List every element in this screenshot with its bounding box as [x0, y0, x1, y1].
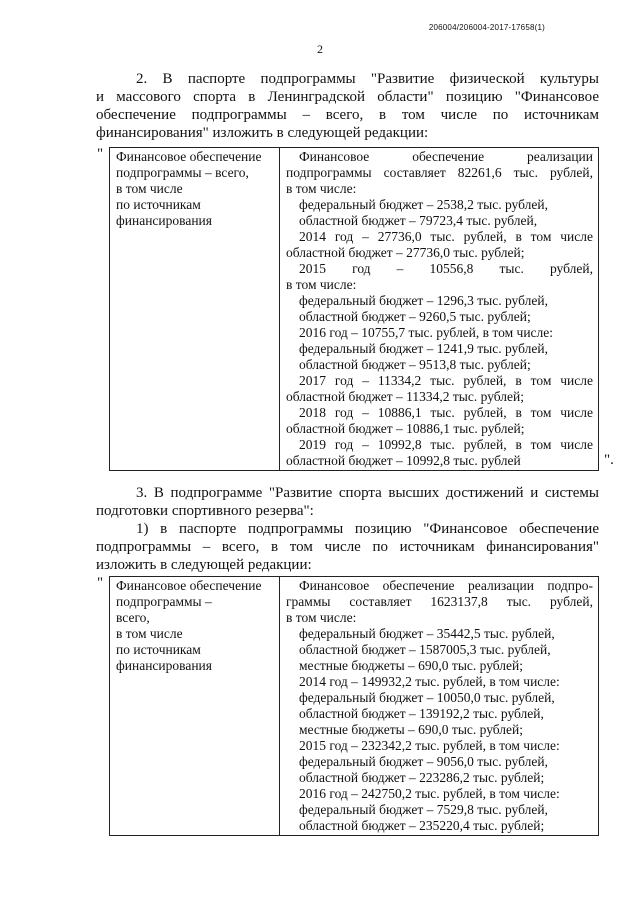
item3-line: подготовки спортивного резерва": — [96, 503, 314, 519]
table1-value-line: подпрограммы составляет 82261,6 тыс. рублей, — [286, 165, 593, 180]
table2-label-line: подпрограммы – — [116, 594, 212, 609]
table1-value-line: федеральный бюджет – 2538,2 тыс. рублей, — [299, 197, 548, 212]
item2-line: финансирования" изложить в следующей редакции: — [96, 125, 429, 141]
table1-value-line: областной бюджет – 9260,5 тыс. рублей; — [299, 309, 531, 324]
table2-open-quote: " — [97, 575, 104, 591]
table1-close-quote: ". — [604, 452, 614, 468]
table1-value-line: 2017 год – 11334,2 тыс. рублей, в том числе — [299, 373, 593, 388]
table1-value-line: 2015 год – 10556,8 тыс. рублей, — [299, 261, 593, 276]
table1-value-line: областной бюджет – 9513,8 тыс. рублей; — [299, 357, 531, 372]
table2-value-line: 2016 год – 242750,2 тыс. рублей, в том числе: — [299, 786, 560, 801]
item2-paragraph — [96, 70, 599, 142]
table2-value-line: граммы составляет 1623137,8 тыс. рублей, — [286, 594, 593, 609]
table2-value-line: 2015 год – 232342,2 тыс. рублей, в том числе: — [299, 738, 560, 753]
table1-value-line: Финансовое обеспечение реализации — [299, 149, 593, 164]
table1-value-line: областной бюджет – 10886,1 тыс. рублей; — [286, 421, 525, 436]
document-number: 206004/206004-2017-17658(1) — [428, 23, 545, 32]
item2-line: 2. В паспорте подпрограммы "Развитие физической культуры — [136, 71, 599, 87]
table2-value-line: в том числе: — [286, 610, 357, 625]
item3-1-line: изложить в следующей редакции: — [96, 557, 312, 573]
table1-value-line: 2018 год – 10886,1 тыс. рублей, в том числе — [299, 405, 593, 420]
table2-label-cell — [110, 577, 280, 836]
item3-1-paragraph — [96, 520, 599, 574]
table1-value-line: федеральный бюджет – 1296,3 тыс. рублей, — [299, 293, 548, 308]
table2-value-line: областной бюджет – 223286,2 тыс. рублей; — [299, 770, 545, 785]
item3-1-line: 1) в паспорте подпрограммы позицию "Финансовое обеспечение — [136, 521, 599, 537]
table1-label-line: подпрограммы – всего, — [116, 165, 249, 180]
table2-value-line: федеральный бюджет – 9056,0 тыс. рублей, — [299, 754, 548, 769]
item3-paragraph — [96, 484, 599, 520]
table1-value-line: областной бюджет – 79723,4 тыс. рублей, — [299, 213, 538, 228]
table1-value-line: 2014 год – 27736,0 тыс. рублей, в том числе — [299, 229, 593, 244]
table1-value-line: в том числе: — [286, 277, 357, 292]
table1 — [109, 147, 599, 471]
table2-value-line: федеральный бюджет – 7529,8 тыс. рублей, — [299, 802, 548, 817]
table1-label-line: по источникам — [116, 197, 201, 212]
table2-value-line: областной бюджет – 235220,4 тыс. рублей; — [299, 818, 545, 833]
table2-label-line: Финансовое обеспечение — [116, 578, 262, 593]
table2-value-cell — [280, 577, 599, 836]
table1-value-line: областной бюджет – 11334,2 тыс. рублей; — [286, 389, 524, 404]
table2 — [109, 576, 599, 836]
table2-value-line: федеральный бюджет – 35442,5 тыс. рублей, — [299, 626, 555, 641]
item2-line: и массового спорта в Ленинградской области" позицию "Финансовое — [96, 89, 599, 105]
table1-label-line: в том числе — [116, 181, 183, 196]
table1-value-line: 2016 год – 10755,7 тыс. рублей, в том числе: — [299, 325, 554, 340]
table1-value-line: 2019 год – 10992,8 тыс. рублей, в том числе — [299, 437, 593, 452]
table2-label-line: финансирования — [116, 658, 212, 673]
table2-value-line: местные бюджеты – 690,0 тыс. рублей; — [299, 722, 524, 737]
table1-label-cell — [110, 148, 280, 471]
table1-label-line: финансирования — [116, 213, 212, 228]
table2-value-line: местные бюджеты – 690,0 тыс. рублей; — [299, 658, 524, 673]
table1-value-cell — [280, 148, 599, 471]
item2-line: обеспечение подпрограммы – всего, в том числе по источникам — [96, 107, 599, 123]
table1-value-line: федеральный бюджет – 1241,9 тыс. рублей, — [299, 341, 548, 356]
table1-label-line: Финансовое обеспечение — [116, 149, 262, 164]
table2-value-line: Финансовое обеспечение реализации подпро- — [299, 578, 593, 593]
table2-label-line: всего, — [116, 610, 150, 625]
table1-value-line: в том числе: — [286, 181, 357, 196]
table2-label-line: по источникам — [116, 642, 201, 657]
table1-open-quote: " — [97, 146, 104, 162]
item3-1-line: подпрограммы – всего, в том числе по источникам финансирования" — [96, 539, 599, 555]
item3-line: 3. В подпрограмме "Развитие спорта высших достижений и системы — [136, 485, 599, 501]
table2-value-line: областной бюджет – 1587005,3 тыс. рублей, — [299, 642, 551, 657]
page-number: 2 — [317, 42, 323, 56]
table1-value-line: областной бюджет – 10992,8 тыс. рублей — [286, 453, 521, 468]
table2-value-line: федеральный бюджет – 10050,0 тыс. рублей, — [299, 690, 555, 705]
table2-value-line: областной бюджет – 139192,2 тыс. рублей, — [299, 706, 544, 721]
table1-value-line: областной бюджет – 27736,0 тыс. рублей; — [286, 245, 525, 260]
table2-value-line: 2014 год – 149932,2 тыс. рублей, в том числе: — [299, 674, 560, 689]
table2-label-line: в том числе — [116, 626, 183, 641]
